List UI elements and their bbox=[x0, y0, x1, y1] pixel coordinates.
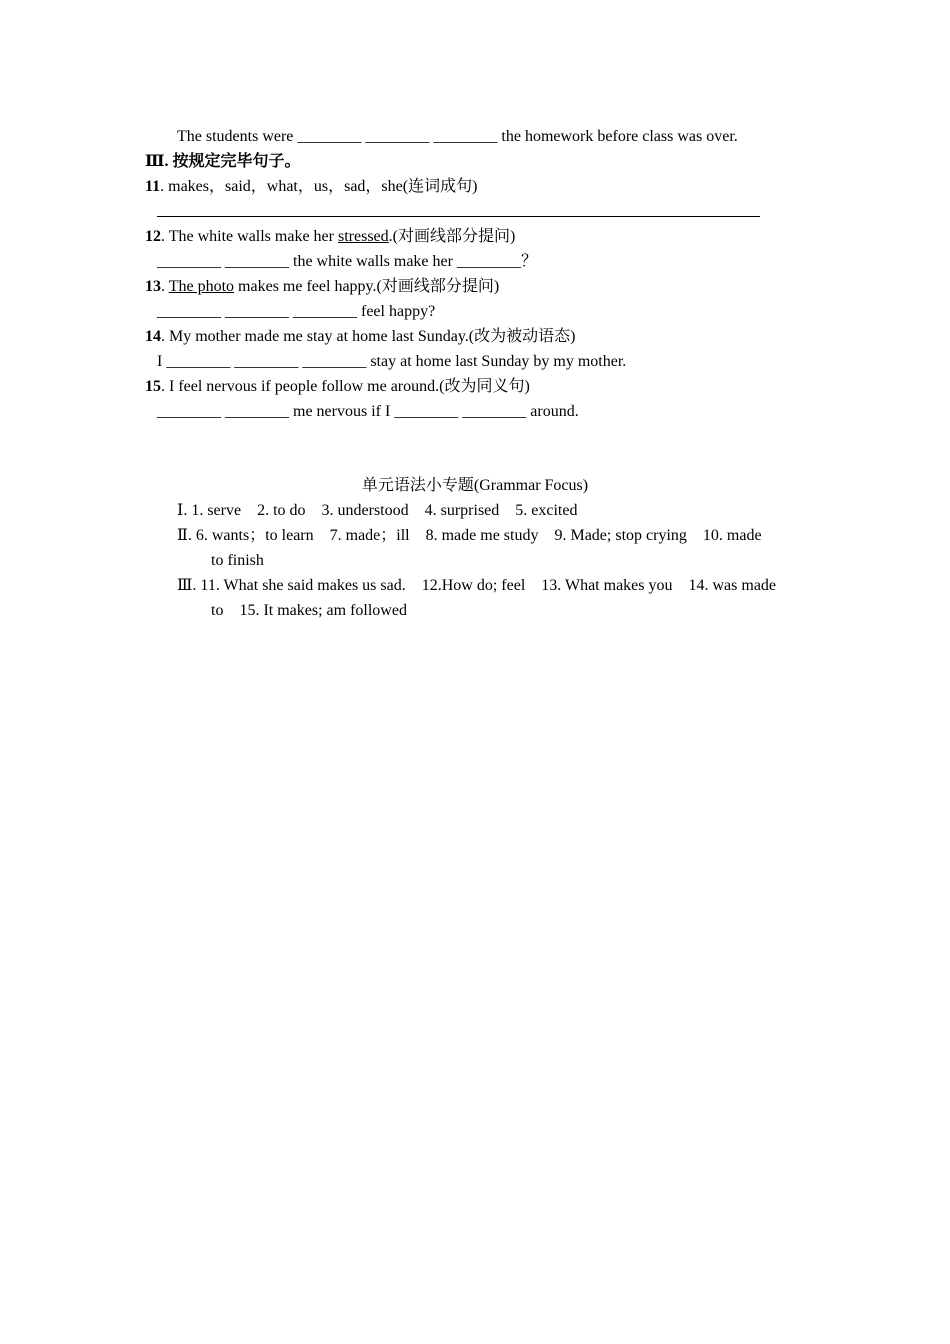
answer-line-2: Ⅱ. 6. wants；to learn 7. made；ill 8. made me study 9. Made; stop crying 10. made bbox=[177, 527, 762, 544]
question-text: . makes，said，what，us，sad，she(连词成句) bbox=[160, 178, 478, 195]
answer-line-3: Ⅲ. 11. What she said makes us sad. 12.How do; feel 13. What makes you 14. was made bbox=[177, 577, 777, 594]
question-13-blanks: ________ ________ ________ feel happy? bbox=[157, 303, 436, 320]
question-11 bbox=[145, 177, 477, 197]
underlined-word: The photo bbox=[168, 278, 235, 295]
answer-key-title: 单元语法小专题(Grammar Focus) bbox=[361, 477, 589, 494]
question-text: . bbox=[161, 278, 169, 295]
question-14 bbox=[145, 327, 575, 347]
question-number: 14 bbox=[145, 328, 161, 345]
question-12 bbox=[145, 227, 515, 247]
answer-line-3-continued: to 15. It makes; am followed bbox=[211, 602, 407, 619]
underlined-word: stressed bbox=[337, 228, 389, 245]
answer-line-1: Ⅰ. 1. serve 2. to do 3. understood 4. surprised 5. excited bbox=[177, 502, 578, 519]
question-text: . The white walls make her bbox=[161, 228, 338, 245]
question-15-blanks: ________ ________ me nervous if I ________ ________ around. bbox=[157, 403, 579, 420]
question-number: 12 bbox=[145, 228, 161, 245]
question-text: . I feel nervous if people follow me around.(改为同义句) bbox=[161, 378, 530, 395]
question-number: 11 bbox=[145, 178, 161, 195]
question-number: 13 bbox=[145, 278, 161, 295]
carryover-sentence: The students were ________ ________ ________ the homework before class was over. bbox=[177, 128, 738, 145]
question-15 bbox=[145, 377, 530, 397]
question-13 bbox=[145, 277, 499, 297]
question-number: 15 bbox=[145, 378, 161, 395]
answer-line bbox=[157, 216, 760, 217]
question-instruction: .(对画线部分提问) bbox=[388, 228, 516, 245]
question-12-blanks: ________ ________ the white walls make her ________？ bbox=[157, 253, 537, 270]
question-14-blanks: I ________ ________ ________ stay at home last Sunday by my mother. bbox=[157, 353, 627, 370]
section-3-heading: Ⅲ. 按规定完毕句子。 bbox=[145, 153, 301, 170]
question-text: . My mother made me stay at home last Sunday.(改为被动语态) bbox=[161, 328, 576, 345]
question-instruction: makes me feel happy.(对画线部分提问) bbox=[234, 278, 500, 295]
answer-line-2-continued: to finish bbox=[211, 552, 264, 569]
